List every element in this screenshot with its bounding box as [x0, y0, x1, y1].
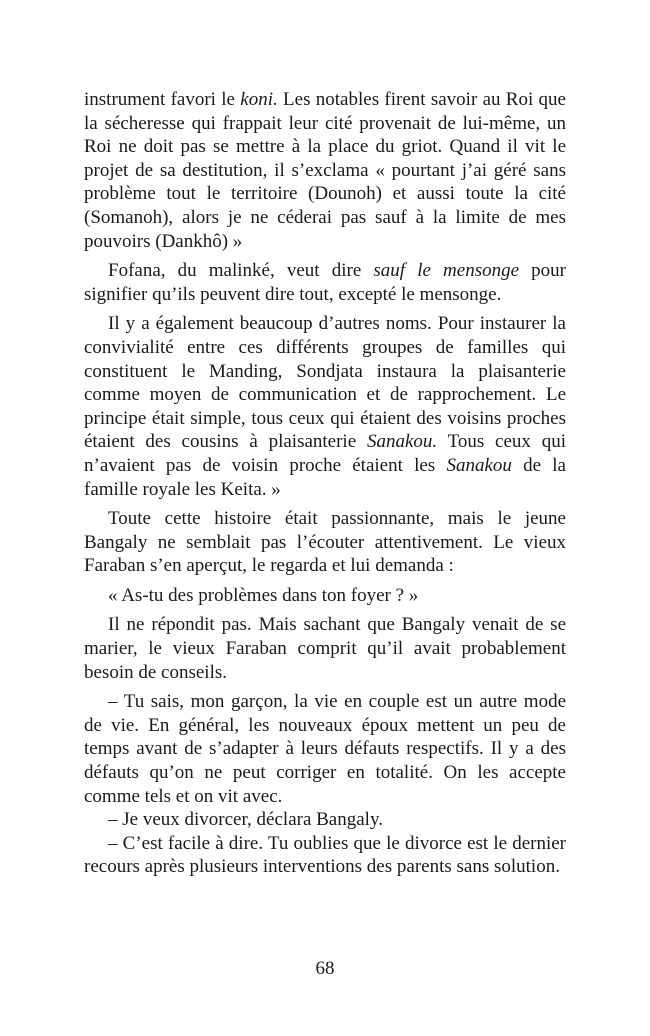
- text-run: Il y a également beaucoup d’autres noms. Pour instaurer la convivialité entre ces différents groupes de familles qui constituent le Manding, Sondjata instaura la plaisanterie comme moyen de communication et de rapprochement. Le principe était simple, tous ceux qui étaient des voisins proches étaient des cousins à plaisanterie: [84, 313, 566, 453]
- text-run: « As-tu des problèmes dans ton foyer ? »: [108, 584, 419, 606]
- paragraph: [84, 88, 566, 253]
- paragraph: [84, 690, 566, 808]
- paragraph: [84, 808, 566, 832]
- paragraph: [84, 312, 566, 501]
- body-text: [84, 88, 566, 879]
- italic-text: Sanakou.: [366, 431, 438, 453]
- paragraph: [84, 507, 566, 578]
- paragraph: [84, 259, 566, 306]
- text-run: Toute cette histoire était passionnante, mais le jeune Bangaly ne semblait pas l’écouter attentivement. Le vieux Faraban s’en aperçut, le regarda et lui demanda :: [84, 508, 566, 577]
- italic-text: koni.: [240, 89, 278, 110]
- paragraph: [84, 613, 566, 684]
- text-run: de la famille royale les Keita. »: [84, 454, 566, 500]
- text-run: Fofana, du malinké, veut dire: [108, 260, 374, 282]
- text-run: pour signifier qu’ils peuvent dire tout, excepté le mensonge.: [84, 260, 566, 305]
- text-run: – Tu sais, mon garçon, la vie en couple est un autre mode de vie. En général, les nouveaux époux mettent un peu de temps avant de s’adapter à leurs défauts respectifs. Il y a des défauts qu’on ne peut corriger en totalité. On les accepte comme tels et on vit avec.: [84, 691, 566, 807]
- page-number: 68: [315, 958, 335, 979]
- paragraph: [84, 584, 566, 608]
- text-run: Les notables firent savoir au Roi que la sécheresse qui frappait leur cité provenait de lui-même, un Roi ne doit pas se mettre à la place du griot. Quand il vit le projet de sa destitution, il s’exclama « pourtant j’ai géré sans problème tout le territoire (Dounoh) et aussi toute la cité (Somanoh), alors je ne céderai pas sauf à la limite de mes pouvoirs (Dankhô) »: [84, 89, 566, 252]
- text-run: – C’est facile à dire. Tu oublies que le divorce est le dernier recours après plusieurs interventions des parents sans solution.: [84, 832, 566, 878]
- text-run: – Je veux divorcer, déclara Bangaly.: [108, 809, 383, 831]
- italic-text: Sanakou: [446, 454, 512, 476]
- text-run: instrument favori le: [84, 89, 241, 110]
- text-run: Il ne répondit pas. Mais sachant que Bangaly venait de se marier, le vieux Faraban comprit qu’il avait probablement besoin de conseils.: [84, 614, 566, 683]
- italic-text: sauf le mensonge: [373, 260, 520, 282]
- text-run: Tous ceux qui n’avaient pas de voisin proche étaient les: [84, 431, 567, 476]
- paragraph: [84, 832, 566, 879]
